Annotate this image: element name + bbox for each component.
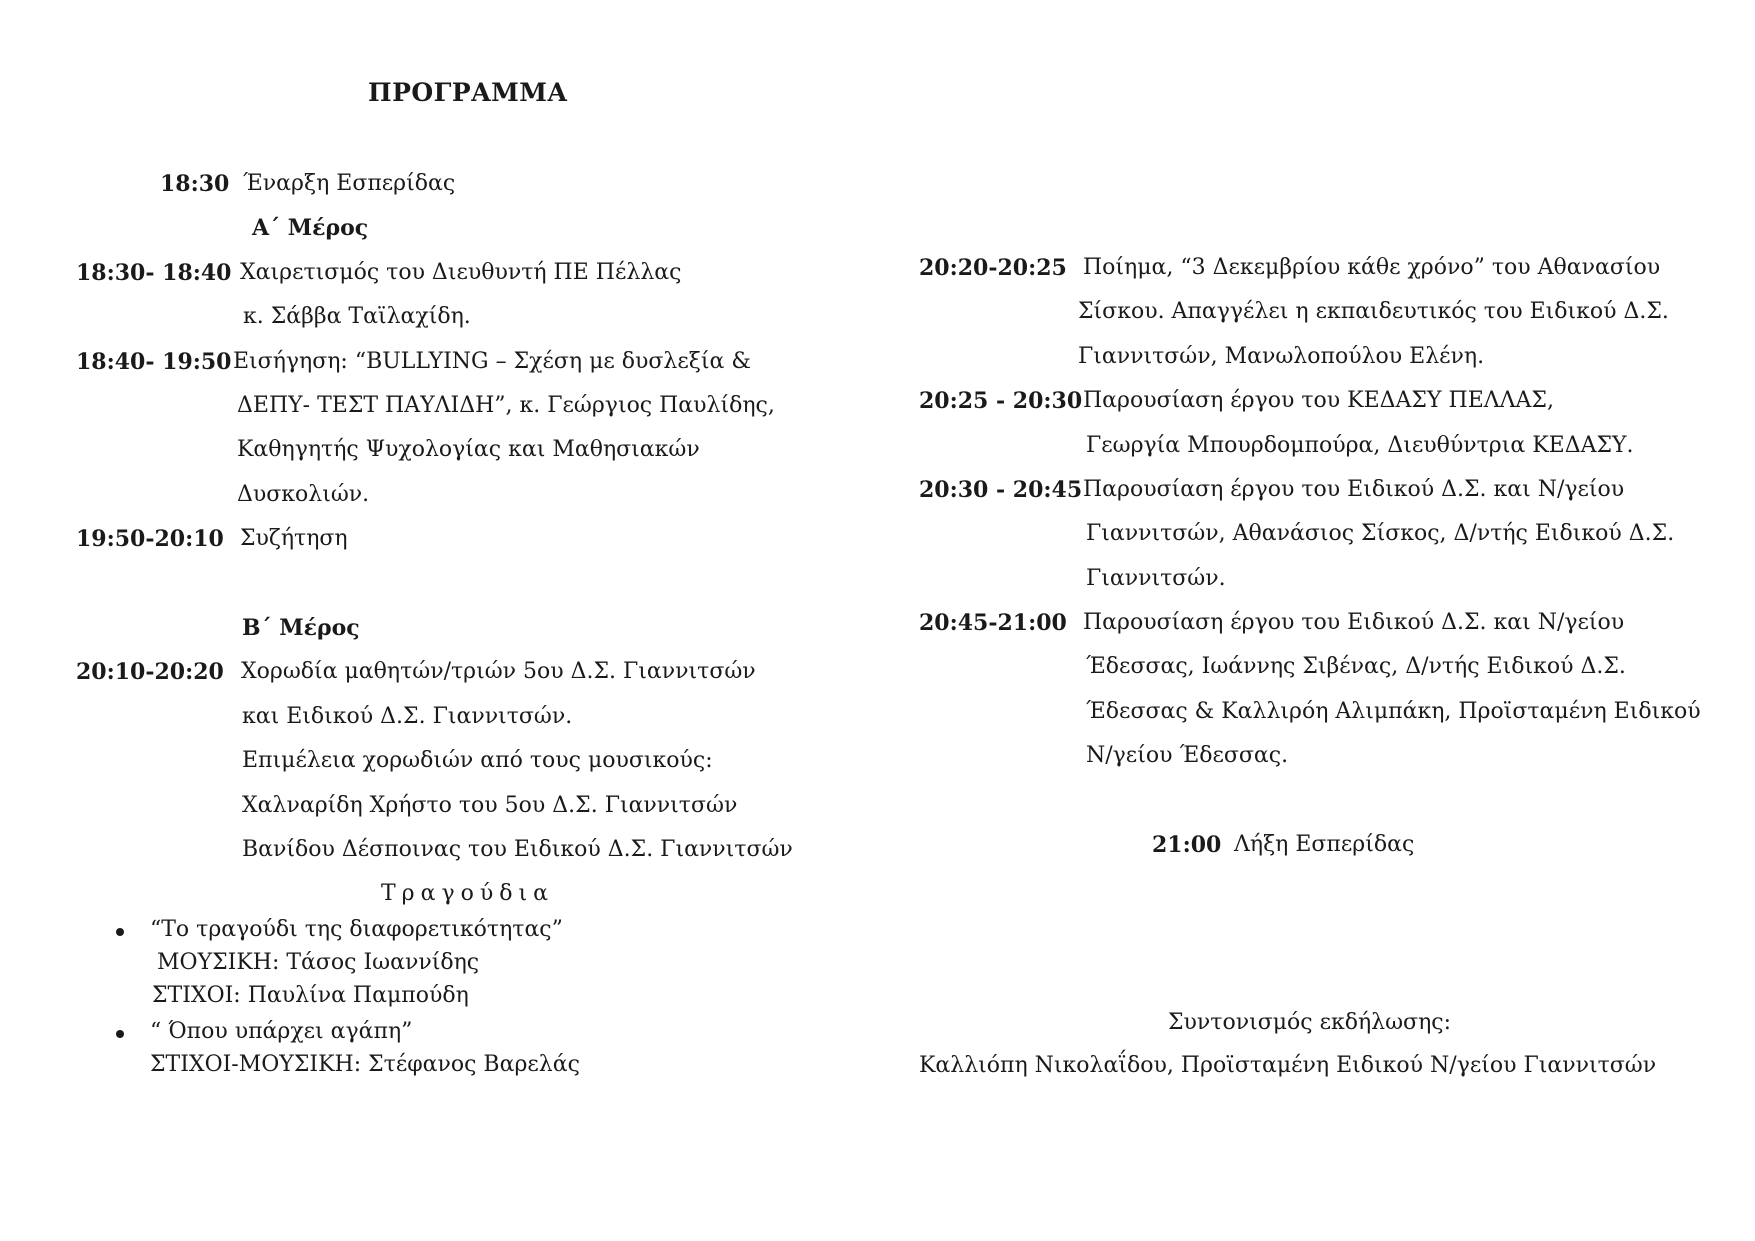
closing-text: Λήξη Εσπερίδας: [1234, 832, 1415, 857]
part-b-heading: Β΄ Μέρος: [242, 615, 360, 641]
schedule-text: Έδεσσας, Ιωάννης Σιβένας, Δ/ντής Ειδικού Δ.Σ.: [1086, 654, 1626, 679]
schedule-text: Εισήγηση: “BULLYING – Σχέση με δυσλεξία &: [233, 349, 751, 374]
song-title: “Το τραγούδι της διαφορετικότητας”: [150, 917, 563, 942]
bullet-icon: [116, 928, 124, 936]
schedule-text: Παρουσίαση έργου του ΚΕΔΑΣΥ ΠΕΛΛΑΣ,: [1083, 388, 1554, 413]
schedule-time: 20:30 - 20:45: [919, 477, 1083, 503]
song-title: “ Όπου υπάρχει αγάπη”: [150, 1019, 413, 1044]
schedule-time: 20:20-20:25: [919, 255, 1067, 281]
schedule-text: Καθηγητής Ψυχολογίας και Μαθησιακών: [237, 437, 700, 462]
schedule-time: 18:30- 18:40: [76, 260, 232, 286]
schedule-text: Συζήτηση: [240, 526, 348, 551]
schedule-text: ΔΕΠΥ- ΤΕΣΤ ΠΑΥΛΙΔΗ”, κ. Γεώργιος Παυλίδης,: [237, 393, 775, 418]
schedule-text: Γιαννιτσών.: [1086, 566, 1226, 591]
schedule-time: 20:10-20:20: [76, 659, 224, 685]
bullet-icon: [116, 1030, 124, 1038]
schedule-text: κ. Σάββα Ταϊλαχίδη.: [243, 304, 471, 329]
schedule-text: Παρουσίαση έργου του Ειδικού Δ.Σ. και Ν/γείου: [1083, 477, 1625, 502]
schedule-text: Επιμέλεια χορωδιών από τους μουσικούς:: [242, 748, 713, 773]
coordinator-name: Καλλιόπη Νικολαΐδου, Προϊσταμένη Ειδικού Ν/γείου Γιαννιτσών: [919, 1053, 1657, 1078]
page-title: ΠΡΟΓΡΑΜΜΑ: [368, 78, 568, 107]
schedule-text: Χορωδία μαθητών/τριών 5ου Δ.Σ. Γιαννιτσών: [241, 659, 756, 684]
opening-time: 18:30: [160, 171, 230, 197]
song-credit: ΣΤΙΧΟΙ-ΜΟΥΣΙΚΗ: Στέφανος Βαρελάς: [150, 1052, 580, 1077]
schedule-text: Ποίημα, “3 Δεκεμβρίου κάθε χρόνο” του Αθανασίου: [1083, 255, 1661, 280]
opening-text: Έναρξη Εσπερίδας: [243, 171, 456, 196]
schedule-text: Γιαννιτσών, Μανωλοπούλου Ελένη.: [1078, 344, 1485, 369]
schedule-text: Σίσκου. Απαγγέλει η εκπαιδευτικός του Ειδικού Δ.Σ.: [1078, 299, 1669, 324]
schedule-time: 19:50-20:10: [76, 526, 224, 552]
schedule-text: Χαλναρίδη Χρήστο του 5ου Δ.Σ. Γιαννιτσών: [242, 793, 738, 818]
part-a-heading: Α΄ Μέρος: [252, 215, 369, 241]
schedule-text: Γιαννιτσών, Αθανάσιος Σίσκος, Δ/ντής Ειδικού Δ.Σ.: [1086, 521, 1675, 546]
schedule-text: Χαιρετισμός του Διευθυντή ΠΕ Πέλλας: [240, 260, 682, 285]
schedule-time: 18:40- 19:50: [76, 349, 232, 375]
song-credit: ΣΤΙΧΟΙ: Παυλίνα Παμπούδη: [152, 983, 469, 1008]
schedule-time: 20:45-21:00: [919, 610, 1067, 636]
schedule-time: 20:25 - 20:30: [919, 388, 1083, 414]
coordination-label: Συντονισμός εκδήλωσης:: [1168, 1010, 1451, 1035]
schedule-text: Γεωργία Μπουρδομπούρα, Διευθύντρια ΚΕΔΑΣΥ.: [1086, 433, 1634, 458]
song-credit: ΜΟΥΣΙΚΗ: Τάσος Ιωαννίδης: [157, 950, 480, 975]
songs-heading: Τραγούδια: [381, 881, 554, 906]
schedule-text: και Ειδικού Δ.Σ. Γιαννιτσών.: [242, 704, 573, 729]
schedule-text: Βανίδου Δέσποινας του Ειδικού Δ.Σ. Γιαννιτσών: [242, 837, 793, 862]
schedule-text: Δυσκολιών.: [237, 482, 370, 507]
closing-time: 21:00: [1152, 832, 1222, 858]
schedule-text: Ν/γείου Έδεσσας.: [1086, 743, 1289, 768]
schedule-text: Έδεσσας & Καλλιρόη Αλιμπάκη, Προϊσταμένη Ειδικού: [1086, 699, 1701, 724]
schedule-text: Παρουσίαση έργου του Ειδικού Δ.Σ. και Ν/γείου: [1083, 610, 1625, 635]
